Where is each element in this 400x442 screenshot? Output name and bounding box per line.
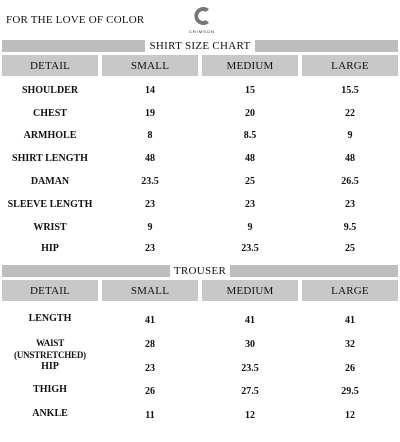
cell-large: 41 xyxy=(345,315,355,326)
cell-medium: 9 xyxy=(247,222,253,233)
cell-small: 23 xyxy=(145,243,155,254)
cell-small: 8 xyxy=(147,130,153,141)
cell-large: 15.5 xyxy=(341,85,359,96)
cell-large: 12 xyxy=(345,410,355,421)
cell-medium: 41 xyxy=(245,315,255,326)
cell-large: 26 xyxy=(345,363,355,374)
row-label: HIP xyxy=(41,243,59,254)
shirt-header-small: SMALL xyxy=(102,55,198,76)
cell-large: 9.5 xyxy=(343,222,357,233)
cell-large: 22 xyxy=(345,108,355,119)
cell-medium: 30 xyxy=(245,339,255,350)
row-label: SHOULDER xyxy=(21,85,79,96)
trouser-section-title: TROUSER xyxy=(0,265,400,277)
trouser-header-detail: DETAIL xyxy=(2,280,98,301)
cell-small: 23 xyxy=(145,199,155,210)
cell-large: 48 xyxy=(345,153,355,164)
shirt-section-title: SHIRT SIZE CHART xyxy=(0,40,400,52)
shirt-header-detail: DETAIL xyxy=(2,55,98,76)
cell-small: 23 xyxy=(145,363,155,374)
cell-small: 9 xyxy=(147,222,153,233)
trouser-header-small: SMALL xyxy=(102,280,198,301)
row-label: SHIRT LENGTH xyxy=(12,153,88,164)
cell-medium: 25 xyxy=(245,176,255,187)
cell-small: 11 xyxy=(145,410,155,421)
cell-medium: 8.5 xyxy=(243,130,257,141)
brand-tagline: FOR THE LOVE OF COLOR xyxy=(6,14,145,26)
shirt-header-large: LARGE xyxy=(302,55,398,76)
cell-small: 14 xyxy=(145,85,155,96)
cell-large: 9 xyxy=(347,130,353,141)
crimson-logo-icon xyxy=(191,4,213,28)
cell-medium: 48 xyxy=(245,153,255,164)
row-label: CHEST xyxy=(33,108,67,119)
cell-large: 26.5 xyxy=(341,176,359,187)
row-label: THIGH xyxy=(33,384,67,395)
cell-large: 25 xyxy=(345,243,355,254)
cell-medium: 23 xyxy=(245,199,255,210)
cell-small: 41 xyxy=(145,315,155,326)
row-label: LENGTH xyxy=(28,313,72,324)
cell-large: 29.5 xyxy=(341,386,359,397)
row-label: SLEEVE LENGTH xyxy=(7,199,93,210)
cell-medium: 20 xyxy=(245,108,255,119)
crimson-logo xyxy=(187,4,217,38)
row-label: ANKLE xyxy=(32,408,68,419)
trouser-header-medium: MEDIUM xyxy=(202,280,298,301)
cell-large: 23 xyxy=(345,199,355,210)
cell-small: 48 xyxy=(145,153,155,164)
cell-medium: 23.5 xyxy=(241,363,259,374)
row-label: HIP xyxy=(41,361,59,372)
cell-small: 23.5 xyxy=(141,176,159,187)
cell-small: 28 xyxy=(145,339,155,350)
cell-medium: 12 xyxy=(245,410,255,421)
row-label: WAIST (UNSTRETCHED) xyxy=(14,338,86,360)
row-label: ARMHOLE xyxy=(23,130,77,141)
trouser-header-large: LARGE xyxy=(302,280,398,301)
row-label: WRIST xyxy=(33,222,67,233)
cell-medium: 23.5 xyxy=(241,243,259,254)
shirt-header-medium: MEDIUM xyxy=(202,55,298,76)
row-label: DAMAN xyxy=(30,176,70,187)
cell-medium: 27.5 xyxy=(241,386,259,397)
cell-large: 32 xyxy=(345,339,355,350)
cell-medium: 15 xyxy=(245,85,255,96)
cell-small: 26 xyxy=(145,386,155,397)
cell-small: 19 xyxy=(145,108,155,119)
logo-name: CRIMSON xyxy=(189,29,215,34)
